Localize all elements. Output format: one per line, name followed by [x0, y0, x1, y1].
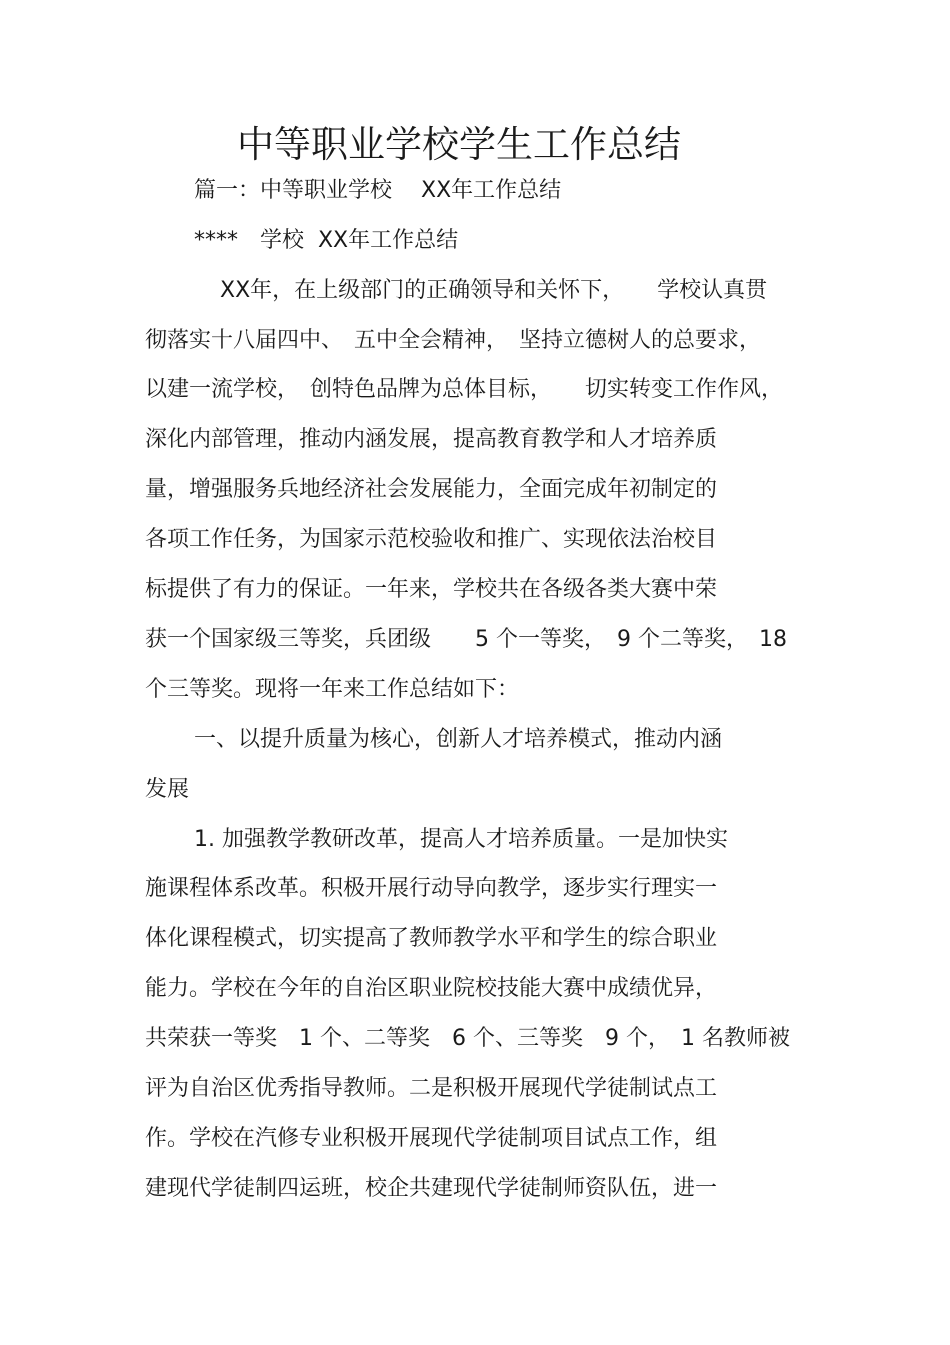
paragraph-line: 个三等奖。现将一年来工作总结如下：: [145, 677, 520, 702]
document-title: 中等职业学校学生工作总结: [237, 123, 681, 166]
paragraph-line: 以建一流学校， 创特色品牌为总体目标， 切实转变工作作风，: [145, 377, 784, 402]
paragraph-line: 共荣获一等奖 1 个、二等奖 6 个、三等奖 9 个， 1 名教师被: [145, 1026, 790, 1051]
paragraph-line: 1. 加强教学教研改革，提高人才培养质量。一是加快实: [194, 827, 728, 852]
section-heading: 一、以提升质量为核心，创新人才培养模式，推动内涵: [194, 727, 723, 752]
paragraph-line: 评为自治区优秀指导教师。二是积极开展现代学徒制试点工: [145, 1076, 718, 1101]
paragraph-line: 各项工作任务，为国家示范校验收和推广、实现依法治校目: [145, 527, 718, 552]
paragraph-line: 深化内部管理，推动内涵发展，提高教育教学和人才培养质: [145, 427, 718, 452]
chapter-heading: 篇一：中等职业学校 XX年工作总结: [194, 178, 562, 203]
report-heading: **** 学校 XX年工作总结: [194, 228, 459, 253]
paragraph-line: XX年，在上级部门的正确领导和关怀下， 学校认真贯: [220, 278, 768, 303]
paragraph-line: 作。学校在汽修专业积极开展现代学徒制项目试点工作，组: [145, 1126, 718, 1151]
paragraph-line: 体化课程模式，切实提高了教师教学水平和学生的综合职业: [145, 926, 718, 951]
paragraph-line: 能力。学校在今年的自治区职业院校技能大赛中成绩优异，: [145, 976, 718, 1001]
paragraph-line: 量，增强服务兵地经济社会发展能力，全面完成年初制定的: [145, 477, 718, 502]
paragraph-line: 标提供了有力的保证。一年来，学校共在各级各类大赛中荣: [145, 577, 718, 602]
paragraph-line: 获一个国家级三等奖，兵团级 5 个一等奖， 9 个二等奖， 18: [145, 627, 787, 652]
paragraph-line: 施课程体系改革。积极开展行动导向教学，逐步实行理实一: [145, 876, 718, 901]
paragraph-line: 彻落实十八届四中、 五中全会精神， 坚持立德树人的总要求，: [145, 328, 762, 353]
section-heading-continued: 发展: [145, 777, 190, 802]
paragraph-line: 建现代学徒制四运班，校企共建现代学徒制师资队伍，进一: [145, 1176, 718, 1201]
